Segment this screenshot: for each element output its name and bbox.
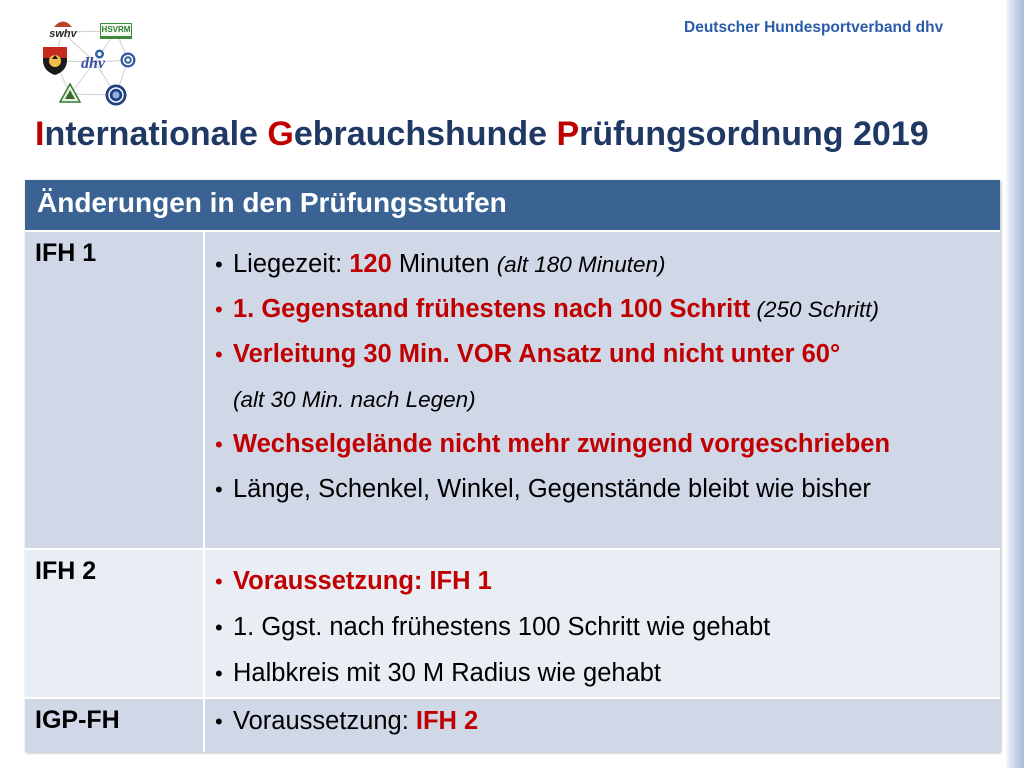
swhv-logo-text: swhv	[49, 28, 77, 40]
title-word: Internationale	[35, 115, 258, 153]
changes-table	[25, 180, 1000, 752]
bullet-icon	[215, 559, 233, 605]
hsvrm-logo-text: HSVRM	[101, 25, 131, 34]
dhv-logo	[81, 49, 111, 73]
bullet-icon	[215, 651, 233, 697]
list-item	[215, 650, 1000, 696]
change-list	[205, 699, 1000, 752]
bullet-icon	[215, 242, 233, 287]
item-note: (alt 30 Min. nach Legen)	[233, 387, 476, 412]
change-list	[205, 550, 1000, 697]
bullet-icon	[215, 605, 233, 651]
title-year: 2019	[853, 115, 929, 153]
organization-name: Deutscher Hundesportverband dhv	[684, 19, 944, 36]
table-row	[25, 550, 1000, 697]
item-text: Liegezeit:	[233, 250, 350, 278]
bullet-icon	[215, 332, 233, 377]
level-label: IGP-FH	[25, 699, 203, 752]
blue-club-logo	[120, 52, 136, 68]
item-text: Minuten	[391, 250, 497, 278]
list-item	[215, 242, 1000, 287]
item-highlight: 120	[349, 250, 392, 278]
round-club-logo	[105, 84, 127, 106]
bullet-icon	[215, 700, 233, 744]
swhv-logo	[46, 18, 80, 40]
item-note: (250 Schritt)	[750, 297, 880, 322]
bullet-icon	[215, 422, 233, 467]
item-highlight: 1. Gegenstand frühestens nach 100 Schritt	[233, 295, 751, 323]
item-note: (alt 180 Minuten)	[496, 252, 666, 277]
list-item	[215, 699, 1000, 743]
bullet-icon	[215, 287, 233, 332]
level-label: IFH 2	[25, 550, 203, 697]
list-item	[215, 558, 1000, 604]
slide-title	[35, 114, 929, 154]
slide-edge-decoration	[1005, 0, 1024, 768]
item-text: Länge, Schenkel, Winkel, Gegenstände bleibt wie bisher	[233, 475, 871, 503]
title-word: Prüfungsordnung	[556, 115, 844, 153]
table-row	[25, 232, 1000, 548]
item-highlight: Wechselgelände nicht mehr zwingend vorgeschrieben	[233, 430, 891, 458]
change-list	[205, 232, 1000, 548]
list-item	[215, 422, 1000, 467]
item-text: Voraussetzung:	[233, 707, 416, 735]
triangle-club-logo	[59, 83, 81, 103]
list-item	[215, 332, 1000, 377]
level-label: IFH 1	[25, 232, 203, 548]
item-highlight: Verleitung 30 Min. VOR Ansatz und nicht unter 60°	[233, 340, 841, 368]
item-text: Halbkreis mit 30 M Radius wie gehabt	[233, 659, 662, 687]
list-item	[215, 467, 1000, 512]
table-heading: Änderungen in den Prüfungsstufen	[25, 180, 1000, 230]
list-item	[215, 287, 1000, 332]
item-highlight: Voraussetzung: IFH 1	[233, 567, 492, 595]
list-item	[215, 604, 1000, 650]
dhv-logo-text: dhv	[81, 55, 105, 72]
table-row	[25, 699, 1000, 752]
item-text: 1. Ggst. nach frühestens 100 Schritt wie gehabt	[233, 613, 771, 641]
dog-shield-logo	[42, 46, 68, 76]
hsvrm-logo	[100, 23, 132, 39]
item-highlight: IFH 2	[415, 707, 479, 735]
swhv-emblem-icon	[52, 18, 74, 28]
list-item-continuation	[215, 377, 1000, 422]
title-word: Gebrauchshunde	[267, 115, 548, 153]
bullet-icon	[215, 467, 233, 512]
